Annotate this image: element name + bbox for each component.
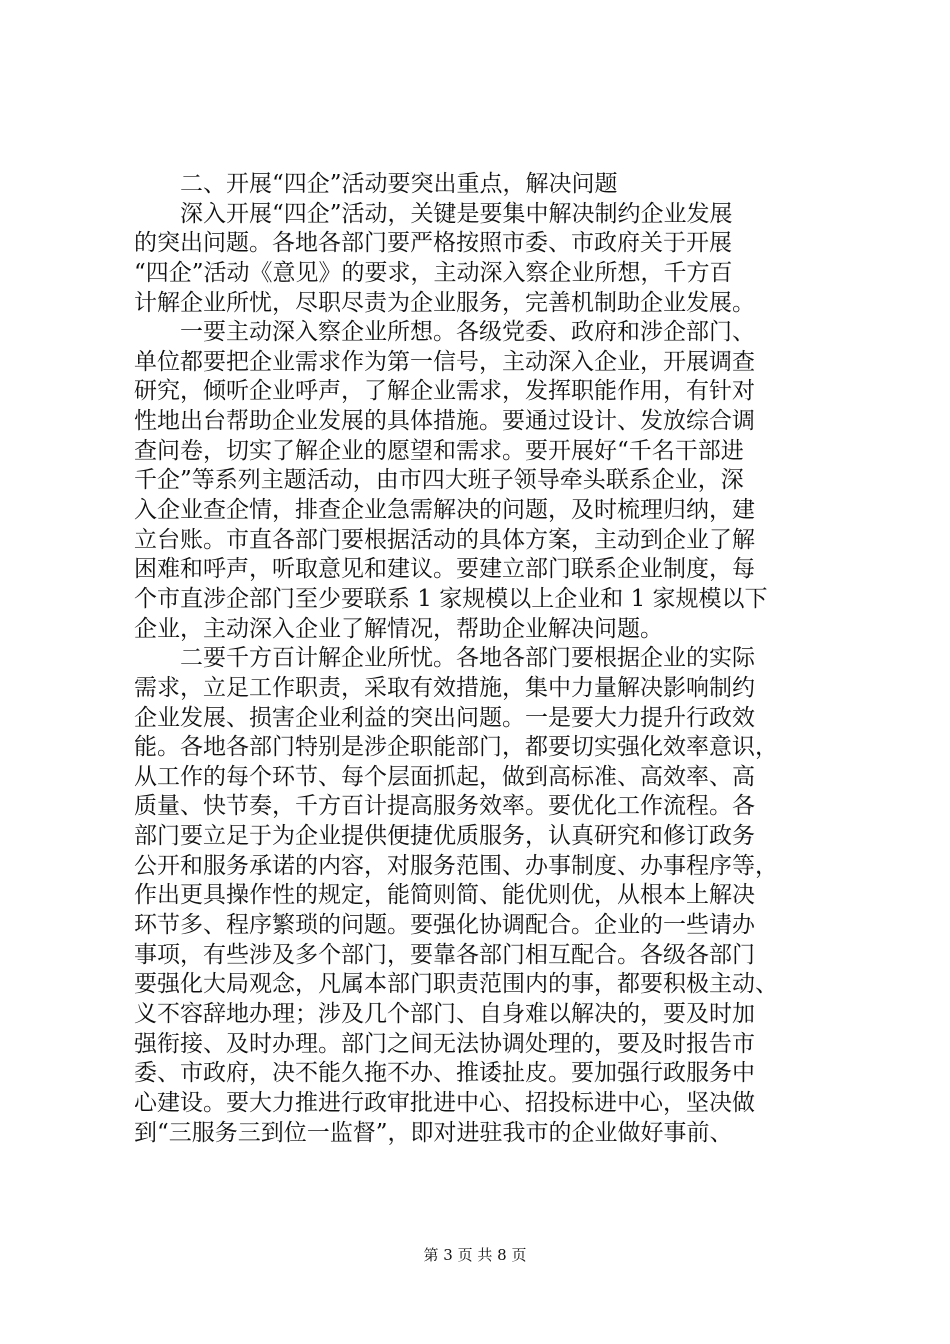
text-line: 二要千方百计解企业所忧。各地各部门要根据企业的实际: [134, 645, 755, 672]
text-line: 义不容辞地办理；涉及几个部门、自身难以解决的，要及时加: [134, 1000, 755, 1027]
text-line: 质量、快节奏，千方百计提高服务效率。要优化工作流程。各: [134, 793, 755, 820]
text-line: 公开和服务承诺的内容，对服务范围、办事制度、办事程序等，: [134, 852, 778, 879]
document-body: [134, 170, 832, 1148]
text-line: 需求，立足工作职责，采取有效措施，集中力量解决影响制约: [134, 674, 755, 701]
text-line: 事项，有些涉及多个部门，要靠各部门相互配合。各级各部门: [134, 941, 755, 968]
text-line: 委、市政府，决不能久拖不办、推诿扯皮。要加强行政服务中: [134, 1060, 755, 1087]
text-line: 查问卷，切实了解企业的愿望和需求。要开展好“千名干部进: [134, 437, 744, 464]
text-line: 个市直涉企部门至少要联系 1 家规模以上企业和 1 家规模以下: [134, 585, 768, 612]
text-line: 困难和呼声，听取意见和建议。要建立部门联系企业制度，每: [134, 556, 755, 583]
text-line: 研究，倾听企业呼声，了解企业需求，发挥职能作用，有针对: [134, 378, 755, 405]
text-line: 的突出问题。各地各部门要严格按照市委、市政府关于开展: [134, 230, 732, 257]
page-footer: 第 3 页 共 8 页: [423, 1246, 527, 1264]
text-line: 作出更具操作性的规定，能简则简、能优则优，从根本上解决: [134, 882, 755, 909]
text-line: 二、开展“四企”活动要突出重点，解决问题: [134, 171, 618, 197]
text-line: 企业，主动深入企业了解情况，帮助企业解决问题。: [134, 615, 663, 642]
text-line: 从工作的每个环节、每个层面抓起，做到高标准、高效率、高: [134, 763, 755, 790]
text-line: 能。各地各部门特别是涉企职能部门，都要切实强化效率意识，: [134, 734, 778, 761]
text-line: 到“三服务三到位一监督”，即对进驻我市的企业做好事前、: [134, 1119, 733, 1146]
text-line: 心建设。要大力推进行政审批进中心、招投标进中心，坚决做: [134, 1089, 755, 1116]
text-line: 要强化大局观念，凡属本部门职责范围内的事，都要积极主动、: [134, 971, 778, 998]
text-line: 入企业查企情，排查企业急需解决的问题，及时梳理归纳，建: [134, 497, 755, 524]
text-line: 单位都要把企业需求作为第一信号，主动深入企业，开展调查: [134, 348, 755, 375]
text-line: 环节多、程序繁琐的问题。要强化协调配合。企业的一些请办: [134, 912, 755, 939]
text-line: “四企”活动《意见》的要求，主动深入察企业所想，千方百: [134, 259, 733, 286]
text-line: 强衔接、及时办理。部门之间无法协调处理的，要及时报告市: [134, 1030, 755, 1057]
text-line: 企业发展、损害企业利益的突出问题。一是要大力提升行政效: [134, 704, 755, 731]
text-line: 深入开展“四企”活动，关键是要集中解决制约企业发展: [134, 200, 733, 227]
text-line: 一要主动深入察企业所想。各级党委、政府和涉企部门、: [134, 319, 755, 346]
text-line: 千企”等系列主题活动，由市四大班子领导牵头联系企业，深: [134, 467, 744, 494]
text-line: 立台账。市直各部门要根据活动的具体方案，主动到企业了解: [134, 526, 755, 553]
text-line: 计解企业所忧，尽职尽责为企业服务，完善机制助企业发展。: [134, 289, 755, 316]
text-line: 部门要立足于为企业提供便捷优质服务，认真研究和修订政务: [134, 823, 755, 850]
text-line: 性地出台帮助企业发展的具体措施。要通过设计、发放综合调: [134, 408, 755, 435]
